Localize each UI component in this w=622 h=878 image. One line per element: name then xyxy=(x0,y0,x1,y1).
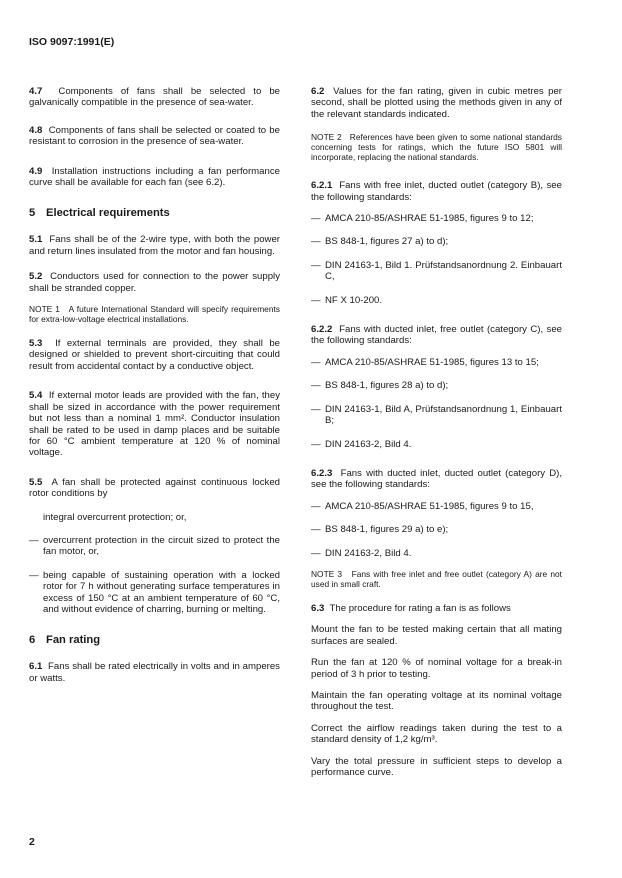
clause-text: The procedure for rating a fan is as follows xyxy=(329,602,511,614)
list-item-text: AMCA 210-85/ASHRAE 51-1985, figures 9 to 12; xyxy=(325,213,534,225)
procedure-step: Run the fan at 120 % of nominal voltage for a break-in period of 3 h prior to testing. xyxy=(311,657,562,680)
clause-number: 5.1 xyxy=(29,234,43,246)
list-item-text: DIN 24163-1, Bild A, Prüfstandsanordnung 1, Einbauart B; xyxy=(325,403,562,427)
clause-number: 6.2.3 xyxy=(311,467,333,479)
list-item-text: AMCA 210-85/ASHRAE 51-1985, figures 13 to 15; xyxy=(325,356,539,368)
list-item xyxy=(29,535,280,558)
clause-text: Fans with free inlet, ducted outlet (category B), see the following standards: xyxy=(311,180,562,203)
clause-number: 5.2 xyxy=(29,271,43,283)
section-title: Fan rating xyxy=(46,634,101,647)
list-item xyxy=(311,213,562,224)
clause-text: If external motor leads are provided with the fan, they shall be sized in accordance with the power requirement but not less than a nominal 1 mm². Conductor insulation shall be rated to be used in damp places and be suitable for 60 °C ambient temperature at 120 % of nominal voltage. xyxy=(29,390,280,459)
clause-text: Fans shall be of the 2-wire type, with both the power and return lines insulated from the motor and fan housing. xyxy=(29,234,280,257)
list-item-text: being capable of sustaining operation with a locked rotor for 7 h without generating surface temperatures in excess of 150 °C at an ambient temperature of 60 °C, and without evidence of charring, burning or melting. xyxy=(43,569,280,615)
clause-4-7 xyxy=(29,86,280,109)
note-text: References have been given to some national standards concerning tests for ratings, which the future ISO 5801 will incorporate, replacing the national standards. xyxy=(311,132,562,163)
procedure-step: Correct the airflow readings taken during the test to a standard density of 1,2 kg/m³. xyxy=(311,722,562,746)
dash-marker: — xyxy=(311,356,321,368)
list-item-text: BS 848-1, figures 28 a) to d); xyxy=(325,380,449,392)
list-item xyxy=(311,295,562,306)
list-item xyxy=(311,236,562,247)
procedure-step: Maintain the fan operating voltage at its nominal voltage throughout the test. xyxy=(311,689,562,713)
note-2 xyxy=(311,132,562,162)
clause-number: 4.8 xyxy=(29,124,43,136)
clause-6-2-3 xyxy=(311,468,562,491)
section-number: 6 xyxy=(29,634,36,647)
dash-marker: — xyxy=(311,403,321,415)
list-item xyxy=(311,260,562,283)
clause-text: Components of fans shall be selected or coated to be resistant to corrosion in the presence of sea-water. xyxy=(29,124,280,148)
section-number: 5 xyxy=(29,207,36,220)
clause-text: Installation instructions including a fan performance curve shall be available for each fan (see 6.2). xyxy=(29,165,280,189)
clause-4-9 xyxy=(29,166,280,189)
dash-marker: — xyxy=(311,500,321,512)
clause-5-1 xyxy=(29,234,280,257)
clause-text: Fans with ducted inlet, ducted outlet (category D), see the following standards: xyxy=(311,467,563,491)
list-item xyxy=(311,501,562,512)
clause-5-4 xyxy=(29,390,280,458)
list-item-text: overcurrent protection in the circuit sized to protect the fan motor, or, xyxy=(43,534,280,558)
clause-6-2 xyxy=(311,86,562,120)
dash-marker: — xyxy=(311,294,321,306)
right-column xyxy=(311,86,562,778)
section-6-heading xyxy=(29,633,280,647)
clause-number: 6.3 xyxy=(311,602,325,614)
list-item-text: BS 848-1, figures 27 a) to d); xyxy=(325,236,449,248)
clause-text: Values for the fan rating, given in cubic metres per second, shall be plotted using the methods given in any of the relevant standards indicated. xyxy=(311,86,562,120)
clause-number: 5.4 xyxy=(29,390,43,402)
clause-6-1 xyxy=(29,661,280,684)
list-item xyxy=(29,570,280,616)
dash-marker: — xyxy=(311,213,321,225)
dash-marker: — xyxy=(311,438,321,450)
procedure-step: Mount the fan to be tested making certain that all mating surfaces are sealed. xyxy=(311,624,562,647)
note-text: Fans with free inlet and free outlet (category A) are not used in small craft. xyxy=(311,568,563,589)
note-text: A future International Standard will specify requirements for extra-low-voltage electrical installations. xyxy=(29,304,280,325)
dash-marker: — xyxy=(311,380,321,392)
list-item-text: AMCA 210-85/ASHRAE 51-1985, figures 9 to 15, xyxy=(325,500,534,512)
clause-4-8 xyxy=(29,125,280,148)
clause-number: 6.2.2 xyxy=(311,324,333,336)
document-header: ISO 9097:1991(E) xyxy=(29,36,115,48)
clause-text: Conductors used for connection to the power supply shall be stranded copper. xyxy=(29,271,280,294)
clause-number: 5.3 xyxy=(29,338,43,350)
clause-number: 5.5 xyxy=(29,476,43,488)
clause-6-2-1 xyxy=(311,180,562,203)
clause-text: Fans with ducted inlet, free outlet (category C), see the following standards: xyxy=(311,324,562,347)
clause-text: If external terminals are provided, they shall be designed or shielded to prevent short-circuiting that could result from accidental contact by a conductive object. xyxy=(29,338,280,372)
list-item xyxy=(311,439,562,450)
clause-5-2 xyxy=(29,271,280,294)
page-number: 2 xyxy=(29,836,35,848)
note-3 xyxy=(311,569,562,589)
clause-5-3 xyxy=(29,338,280,372)
clause-5-5 xyxy=(29,477,280,500)
list-item-text: DIN 24163-2, Bild 4. xyxy=(325,547,412,559)
note-label: NOTE 2 xyxy=(311,132,342,143)
list-item-text: DIN 24163-2, Bild 4. xyxy=(325,438,412,450)
clause-6-2-2 xyxy=(311,324,562,347)
note-label: NOTE 1 xyxy=(29,304,60,315)
clause-number: 6.2.1 xyxy=(311,180,333,192)
list-item xyxy=(311,524,562,535)
dash-marker: — xyxy=(311,524,321,536)
list-item-text: NF X 10-200. xyxy=(325,294,383,306)
clause-number: 6.1 xyxy=(29,661,43,673)
dash-marker: — xyxy=(29,569,39,581)
procedure-step: Vary the total pressure in sufficient steps to develop a performance curve. xyxy=(311,755,562,778)
dash-marker: — xyxy=(311,259,321,271)
list-item-text: DIN 24163-1, Bild 1. Prüfstandsanordnung 2. Einbauart C, xyxy=(325,259,562,283)
clause-text: Components of fans shall be selected to be galvanically compatible in the presence of sea-water. xyxy=(29,86,280,109)
list-item xyxy=(311,380,562,391)
list-item: integral overcurrent protection; or, xyxy=(43,511,187,523)
section-title: Electrical requirements xyxy=(46,207,170,220)
clause-text: Fans shall be rated electrically in volts and in amperes or watts. xyxy=(29,661,280,684)
clause-number: 4.7 xyxy=(29,86,43,97)
dash-marker: — xyxy=(311,236,321,248)
left-column xyxy=(29,86,280,684)
clause-number: 6.2 xyxy=(311,86,325,97)
dash-marker: — xyxy=(311,547,321,559)
clause-number: 4.9 xyxy=(29,165,43,177)
list-item xyxy=(311,548,562,559)
note-1 xyxy=(29,304,280,324)
clause-text: A fan shall be protected against continuous locked rotor conditions by xyxy=(29,476,280,500)
note-label: NOTE 3 xyxy=(311,568,343,579)
section-5-heading xyxy=(29,206,280,220)
clause-6-3 xyxy=(311,603,562,614)
dash-marker: — xyxy=(29,534,39,546)
list-item xyxy=(311,404,562,427)
list-item xyxy=(311,357,562,368)
list-item-text: BS 848-1, figures 29 a) to e); xyxy=(325,524,449,536)
